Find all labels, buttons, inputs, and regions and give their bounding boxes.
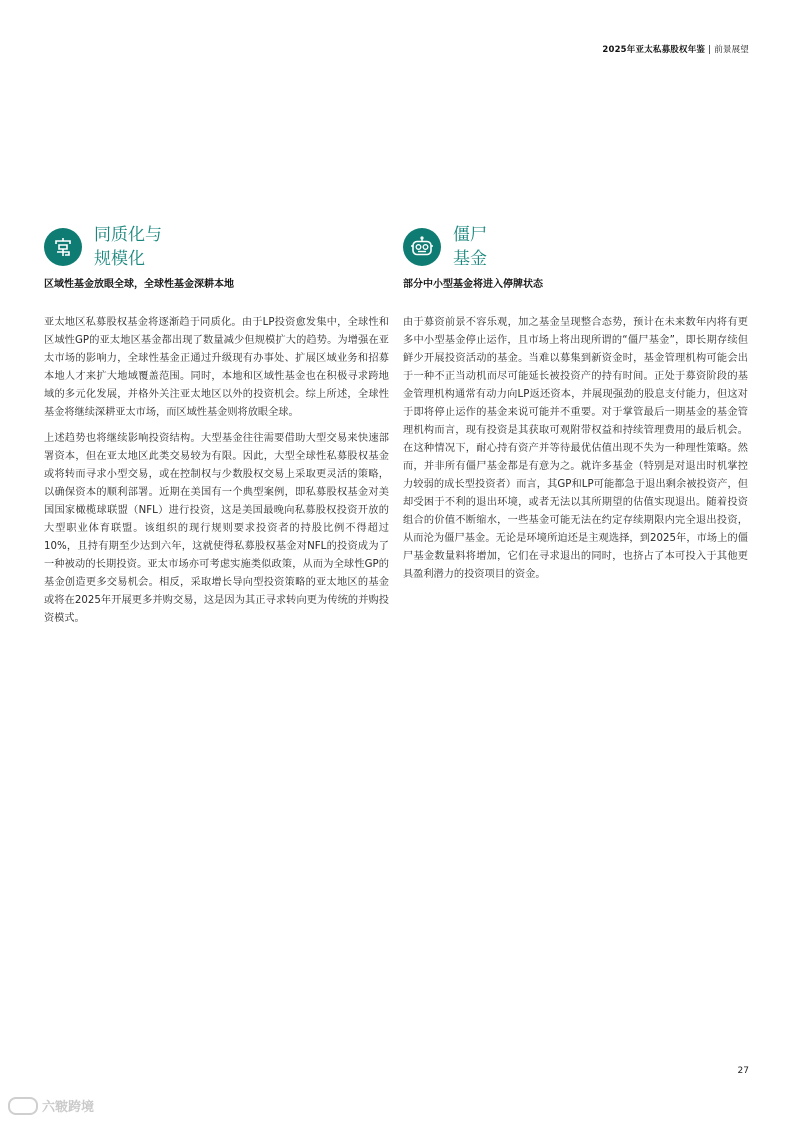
- right-paragraph-1: 由于募资前景不容乐观，加之基金呈现整合态势，预计在未来数年内将有更多中小型基金停止运作，且市场上将出现所谓的“僵尸基金”，即长期存续但鲜少开展投资活动的基金。当难以募集到新资金时，基金管理机构可能会出于一种不正当动机而尽可能延长被投资产的持有时间。正处于募资阶段的基金管理机构通常有动力向LP返还资本，并展现强劲的股息支付能力，但这对于即将停止运作的基金来说可能并不重要。对于掌管最后一期基金的基金管理机构而言，现有投资是其获取可观附带权益和持续管理费用的最后机会。在这种情况下，耐心持有资产并等待最优估值出现不失为一种理性策略。然而，并非所有僵尸基金都是有意为之。就许多基金（特别是对退出时机掌控力较弱的成长型投资者）而言，其GP和LP可能都急于退出剩余被投资产，但却受困于不利的退出环境，或者无法以其所期望的估值实现退出。随着投资组合的价值不断缩水，一些基金可能无法在约定存续期限内完全退出投资，从而沦为僵尸基金。无论是环境所迫还是主观选择，到2025年，市场上的僵尸基金数量料将增加，它们在寻求退出的同时，也挤占了本可投入于其他更具盈利潜力的投资项目的资金。: [403, 317, 748, 580]
- left-subheading: 区域性基金放眼全球，全球性基金深耕本地: [44, 279, 234, 290]
- right-column: [403, 222, 748, 584]
- watermark-logo-icon: [8, 1097, 38, 1115]
- watermark-text: 六皲跨境: [42, 1100, 95, 1115]
- homogenization-icon: [44, 228, 82, 266]
- left-paragraph-1: 亚太地区私募股权基金将逐渐趋于同质化。由于LP投资愈发集中，全球性和区域性GP的亚太地区基金都出现了数量减少但规模扩大的趋势。为增强在亚太市场的影响力，全球性基金正通过升级现有办事处、扩展区域业务和招募本地人才来扩大地域覆盖范围。同时，本地和区域性基金也在积极寻求跨地域的多元化发展，并格外关注亚太地区以外的投资机会。综上所述，全球性基金将继续深耕亚太市场，而区域性基金则将放眼全球。: [44, 317, 389, 418]
- right-title-line2: 基金: [453, 249, 487, 269]
- right-heading-row: [403, 222, 748, 272]
- left-section-title: [94, 223, 162, 271]
- right-section-title: [453, 223, 487, 271]
- watermark: [8, 1096, 94, 1115]
- right-subheading: 部分中小型基金将进入停牌状态: [403, 279, 543, 290]
- left-column: [44, 222, 389, 628]
- section-name: 前景展望: [714, 45, 749, 55]
- running-header: [602, 43, 749, 55]
- header-separator: |: [708, 45, 712, 55]
- left-title-line1: 同质化与: [94, 225, 162, 245]
- left-heading-row: [44, 222, 389, 272]
- page-number: 27: [737, 1066, 749, 1076]
- left-title-line2: 规模化: [94, 249, 145, 269]
- publication-title: 2025年亚太私募股权年鉴: [602, 45, 706, 55]
- zombie-robot-icon: [403, 228, 441, 266]
- right-title-line1: 僵尸: [453, 225, 487, 245]
- left-paragraph-2: 上述趋势也将继续影响投资结构。大型基金往往需要借助大型交易来快速部署资本，但在亚太地区此类交易较为有限。因此，大型全球性私募股权基金或将转而寻求小型交易，或在控制权与少数股权交易上采取更灵活的策略，以确保资本的顺利部署。近期在美国有一个典型案例，即私募股权基金对美国国家橄榄球联盟（NFL）进行投资，这是美国最晚向私募股权投资开放的大型职业体育联盟。该组织的现行规则要求投资者的持股比例不得超过10%，且持有期至少达到六年，这就使得私募股权基金对NFL的投资成为了一种被动的长期投资。亚太市场亦可考虑实施类似政策，从而为全球性GP的基金创造更多交易机会。相反，采取增长导向型投资策略的亚太地区的基金或将在2025年开展更多并购交易，这是因为其正寻求转向更为传统的并购投资模式。: [44, 433, 389, 624]
